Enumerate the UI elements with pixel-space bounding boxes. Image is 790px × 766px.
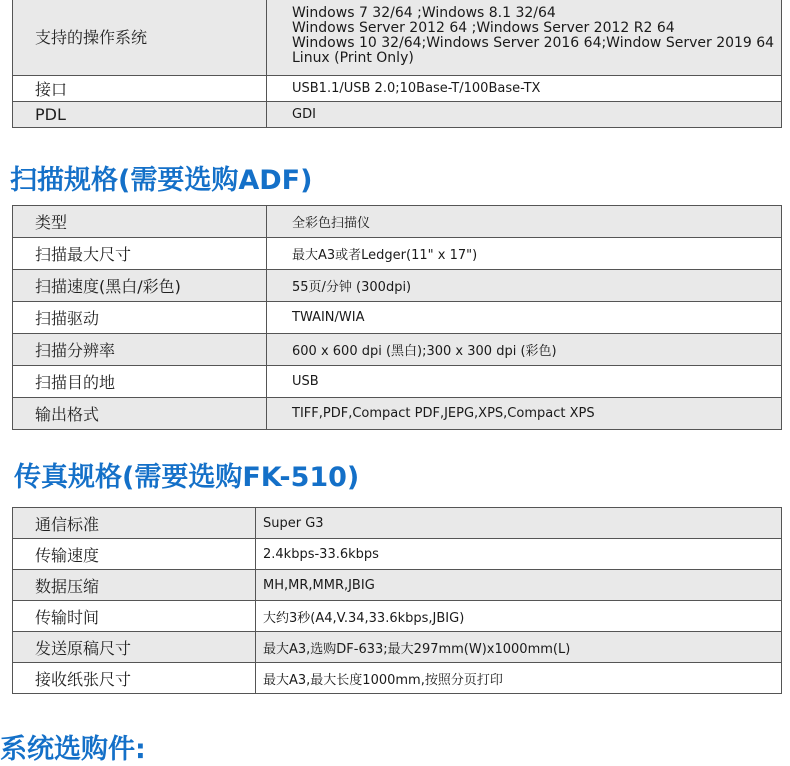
spec-label: 通信标准 — [13, 508, 256, 539]
os-label: 支持的操作系统 — [13, 0, 267, 76]
scan-spec-heading: 扫描规格(需要选购ADF) — [10, 165, 313, 196]
os-line: Linux (Print Only) — [292, 50, 414, 66]
table-row — [13, 270, 782, 302]
spec-value: 2.4kbps-33.6kbps — [256, 539, 782, 570]
spec-value: TWAIN/WIA — [267, 302, 782, 334]
table-row — [13, 102, 782, 128]
spec-label: 扫描最大尺寸 — [13, 238, 267, 270]
table-row — [13, 366, 782, 398]
scan-spec-table — [12, 205, 782, 430]
os-value — [267, 0, 782, 76]
spec-value: 大约3秒(A4,V.34,33.6kbps,JBIG) — [256, 601, 782, 632]
spec-value: 最大A3,最大长度1000mm,按照分页打印 — [256, 663, 782, 694]
table-row — [13, 206, 782, 238]
fax-spec-heading: 传真规格(需要选购FK-510) — [14, 462, 360, 493]
os-line: Windows 7 32/64 ;Windows 8.1 32/64 — [292, 5, 556, 21]
table-row — [13, 539, 782, 570]
table-row — [13, 663, 782, 694]
spec-value: TIFF,PDF,Compact PDF,JEPG,XPS,Compact XPS — [267, 398, 782, 430]
spec-label: 扫描目的地 — [13, 366, 267, 398]
spec-value: USB — [267, 366, 782, 398]
spec-label: 输出格式 — [13, 398, 267, 430]
spec-label: 接收纸张尺寸 — [13, 663, 256, 694]
spec-value: Super G3 — [256, 508, 782, 539]
table-row — [13, 632, 782, 663]
os-spec-table — [12, 0, 782, 128]
table-row — [13, 76, 782, 102]
spec-label: 发送原稿尺寸 — [13, 632, 256, 663]
table-row — [13, 238, 782, 270]
spec-value: 全彩色扫描仪 — [267, 206, 782, 238]
interface-label: 接口 — [13, 76, 267, 102]
pdl-label: PDL — [13, 102, 267, 128]
table-row — [13, 601, 782, 632]
spec-label: 传输速度 — [13, 539, 256, 570]
table-row — [13, 398, 782, 430]
spec-value: 55页/分钟 (300dpi) — [267, 270, 782, 302]
spec-label: 传输时间 — [13, 601, 256, 632]
table-row — [13, 508, 782, 539]
os-line: Windows Server 2012 64 ;Windows Server 2012 R2 64 — [292, 20, 675, 36]
system-options-heading: 系统选购件: — [0, 734, 146, 765]
spec-value: 最大A3或者Ledger(11" x 17") — [267, 238, 782, 270]
spec-label: 数据压缩 — [13, 570, 256, 601]
spec-label: 扫描驱动 — [13, 302, 267, 334]
interface-value: USB1.1/USB 2.0;10Base-T/100Base-TX — [267, 76, 782, 102]
pdl-value: GDI — [267, 102, 782, 128]
spec-label: 类型 — [13, 206, 267, 238]
table-row — [13, 0, 782, 76]
spec-label: 扫描分辨率 — [13, 334, 267, 366]
table-row — [13, 570, 782, 601]
fax-spec-table — [12, 507, 782, 694]
spec-value: 600 x 600 dpi (黑白);300 x 300 dpi (彩色) — [267, 334, 782, 366]
spec-value: MH,MR,MMR,JBIG — [256, 570, 782, 601]
os-line: Windows 10 32/64;Windows Server 2016 64;Window Server 2019 64 — [292, 35, 775, 51]
spec-label: 扫描速度(黑白/彩色) — [13, 270, 267, 302]
table-row — [13, 334, 782, 366]
spec-value: 最大A3,选购DF-633;最大297mm(W)x1000mm(L) — [256, 632, 782, 663]
table-row — [13, 302, 782, 334]
